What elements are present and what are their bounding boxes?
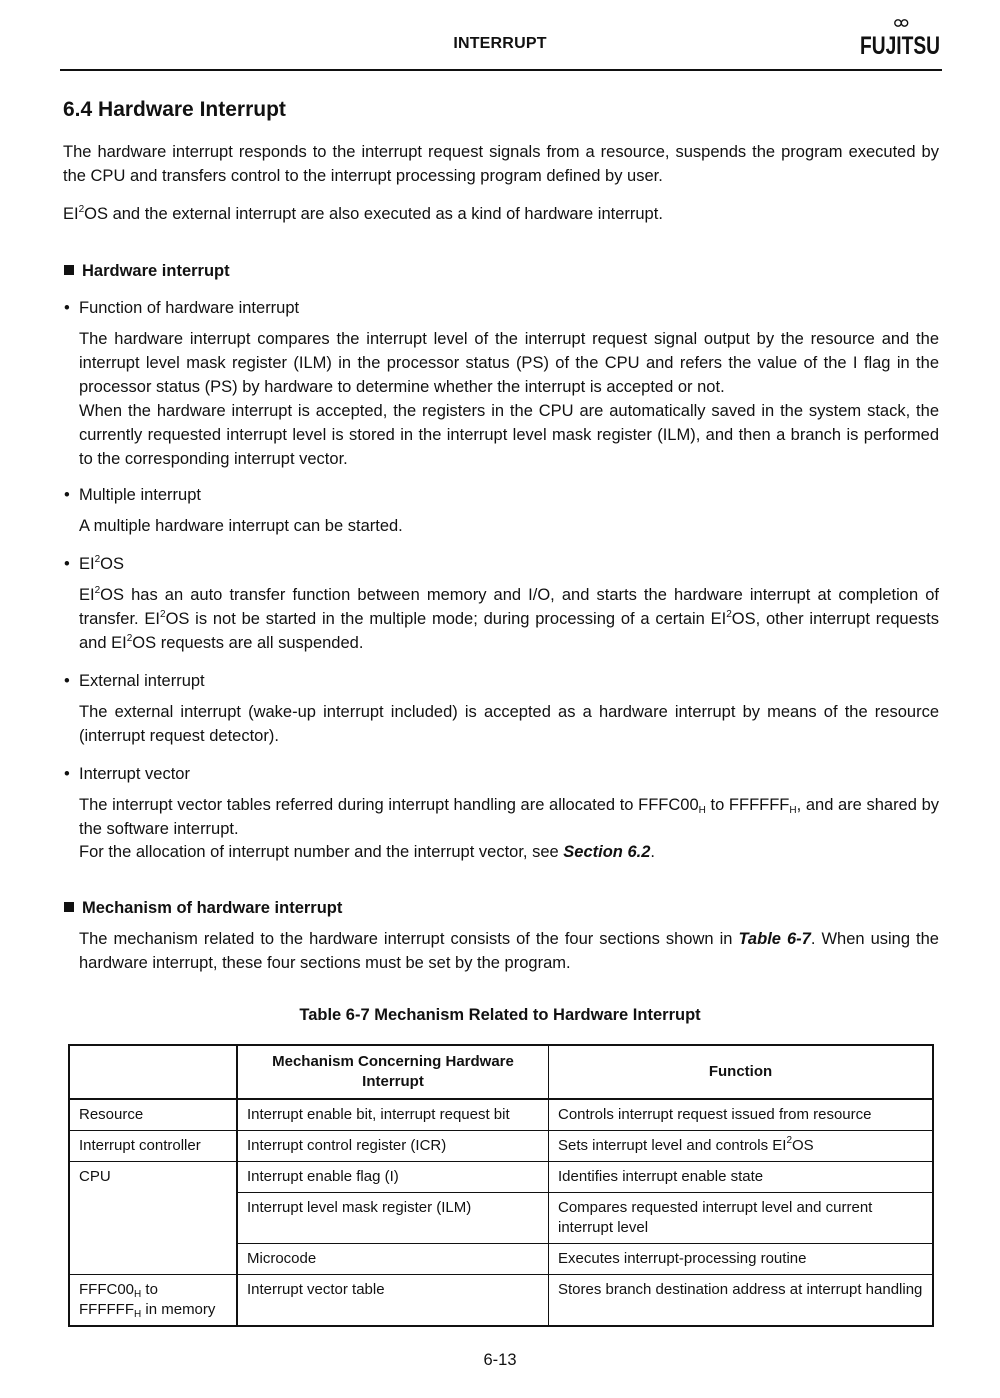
cell-function: Identifies interrupt enable state	[549, 1162, 934, 1193]
intro-paragraph: The hardware interrupt responds to the interrupt request signals from a resource, suspends the program executed by the CPU and transfers control to the interrupt processing program defined by user.	[63, 143, 939, 185]
external-paragraph: The external interrupt (wake-up interrupt included) is accepted as a hardware interrupt by means of the resource (interrupt request detector).	[79, 703, 939, 745]
function-paragraph-2: When the hardware interrupt is accepted, the registers in the CPU are automatically saved in the system stack, the currently requested interrupt level is stored in the interrupt level mask register (ILM), and then a branch is performed to the corresponding interrupt vector.	[79, 402, 939, 468]
section-title: 6.4 Hardware Interrupt	[63, 98, 286, 121]
table-6-7-link[interactable]: Table 6-7	[738, 930, 811, 948]
cell-mechanism: Interrupt control register (ICR)	[237, 1131, 549, 1162]
cell-section: Interrupt controller	[69, 1131, 237, 1162]
cell-section: CPU	[69, 1162, 237, 1275]
running-header-title: INTERRUPT	[453, 35, 547, 52]
subheading-hardware-interrupt: Hardware interrupt	[64, 259, 230, 283]
table-row	[69, 1099, 933, 1131]
header-cell-function: Function	[549, 1045, 934, 1099]
square-bullet-icon	[64, 265, 74, 275]
bullet-multiple: • Multiple interrupt	[64, 486, 201, 504]
ei2os-paragraph: $EI^2OS$ has an auto transfer function between memory and I/O, and starts the hardware interrupt at completion of transfer. $EI^2OS$ is not be started in the multiple mode; during processing of a certain $EI^2OS$, other interrupt requests and $EI^2OS$ requests are all suspended.	[79, 585, 939, 652]
table-caption: Table 6-7 Mechanism Related to Hardware Interrupt	[299, 1006, 701, 1024]
table-row	[69, 1162, 933, 1193]
cell-function: Compares requested interrupt level and current interrupt level	[549, 1193, 934, 1244]
function-paragraph-1: The hardware interrupt compares the interrupt level of the interrupt request signal output by the resource and the interrupt level mask register (ILM) in the processor status (PS) of the CPU and refers the value of the I flag in the processor status (PS) by hardware to determine whether the interrupt is accepted or not.	[79, 330, 939, 396]
bullet-function: • Function of hardware interrupt	[64, 299, 300, 317]
header-cell-blank	[69, 1045, 237, 1099]
cell-section: $FFFC00_H$ to $FFFFFF_H$ in memory	[69, 1275, 237, 1327]
cell-mechanism: Interrupt vector table	[237, 1275, 549, 1327]
cell-mechanism: Microcode	[237, 1244, 549, 1275]
cell-function: Controls interrupt request issued from resource	[549, 1099, 934, 1131]
section-6-2-link[interactable]: Section 6.2	[563, 843, 651, 861]
vector-paragraph-1: The interrupt vector tables referred during interrupt handling are allocated to $FFFC00_H$ to $FFFFFF_H$, and are shared by the software interrupt.	[79, 796, 940, 838]
mechanism-table	[68, 1044, 934, 1327]
mechanism-paragraph: The mechanism related to the hardware interrupt consists of the four sections shown in Table 6-7. When using the hardware interrupt, these four sections must be set by the program.	[79, 930, 939, 972]
fujitsu-logo	[858, 16, 942, 60]
bullet-vector: • Interrupt vector	[64, 765, 190, 783]
vector-paragraph-2: For the allocation of interrupt number and the interrupt vector, see Section 6.2.	[79, 843, 655, 861]
logo-wordmark: FUJITSU	[860, 32, 940, 60]
page-number: 6-13	[483, 1351, 517, 1369]
table-row	[69, 1275, 933, 1327]
table-row	[69, 1131, 933, 1162]
header-cell-mechanism: Mechanism Concerning Hardware Interrupt	[237, 1045, 549, 1099]
subheading-mechanism: Mechanism of hardware interrupt	[64, 896, 342, 920]
cell-function: Executes interrupt-processing routine	[549, 1244, 934, 1275]
square-bullet-icon	[64, 902, 74, 912]
cell-mechanism: Interrupt enable bit, interrupt request bit	[237, 1099, 549, 1131]
cell-section: Resource	[69, 1099, 237, 1131]
cell-mechanism: Interrupt level mask register (ILM)	[237, 1193, 549, 1244]
cell-mechanism: Interrupt enable flag (I)	[237, 1162, 549, 1193]
cell-function: Sets interrupt level and controls $EI^2OS$	[549, 1131, 934, 1162]
header-rule	[60, 69, 942, 71]
ei2os-note: $EI^2OS$ and the external interrupt are also executed as a kind of hardware interrupt.	[63, 204, 663, 223]
cell-function: Stores branch destination address at interrupt handling	[549, 1275, 934, 1327]
bullet-ei2os: • $EI^2OS$	[64, 554, 124, 573]
table-header-row	[69, 1045, 933, 1099]
bullet-external: • External interrupt	[64, 672, 205, 690]
multiple-paragraph: A multiple hardware interrupt can be started.	[79, 517, 403, 535]
